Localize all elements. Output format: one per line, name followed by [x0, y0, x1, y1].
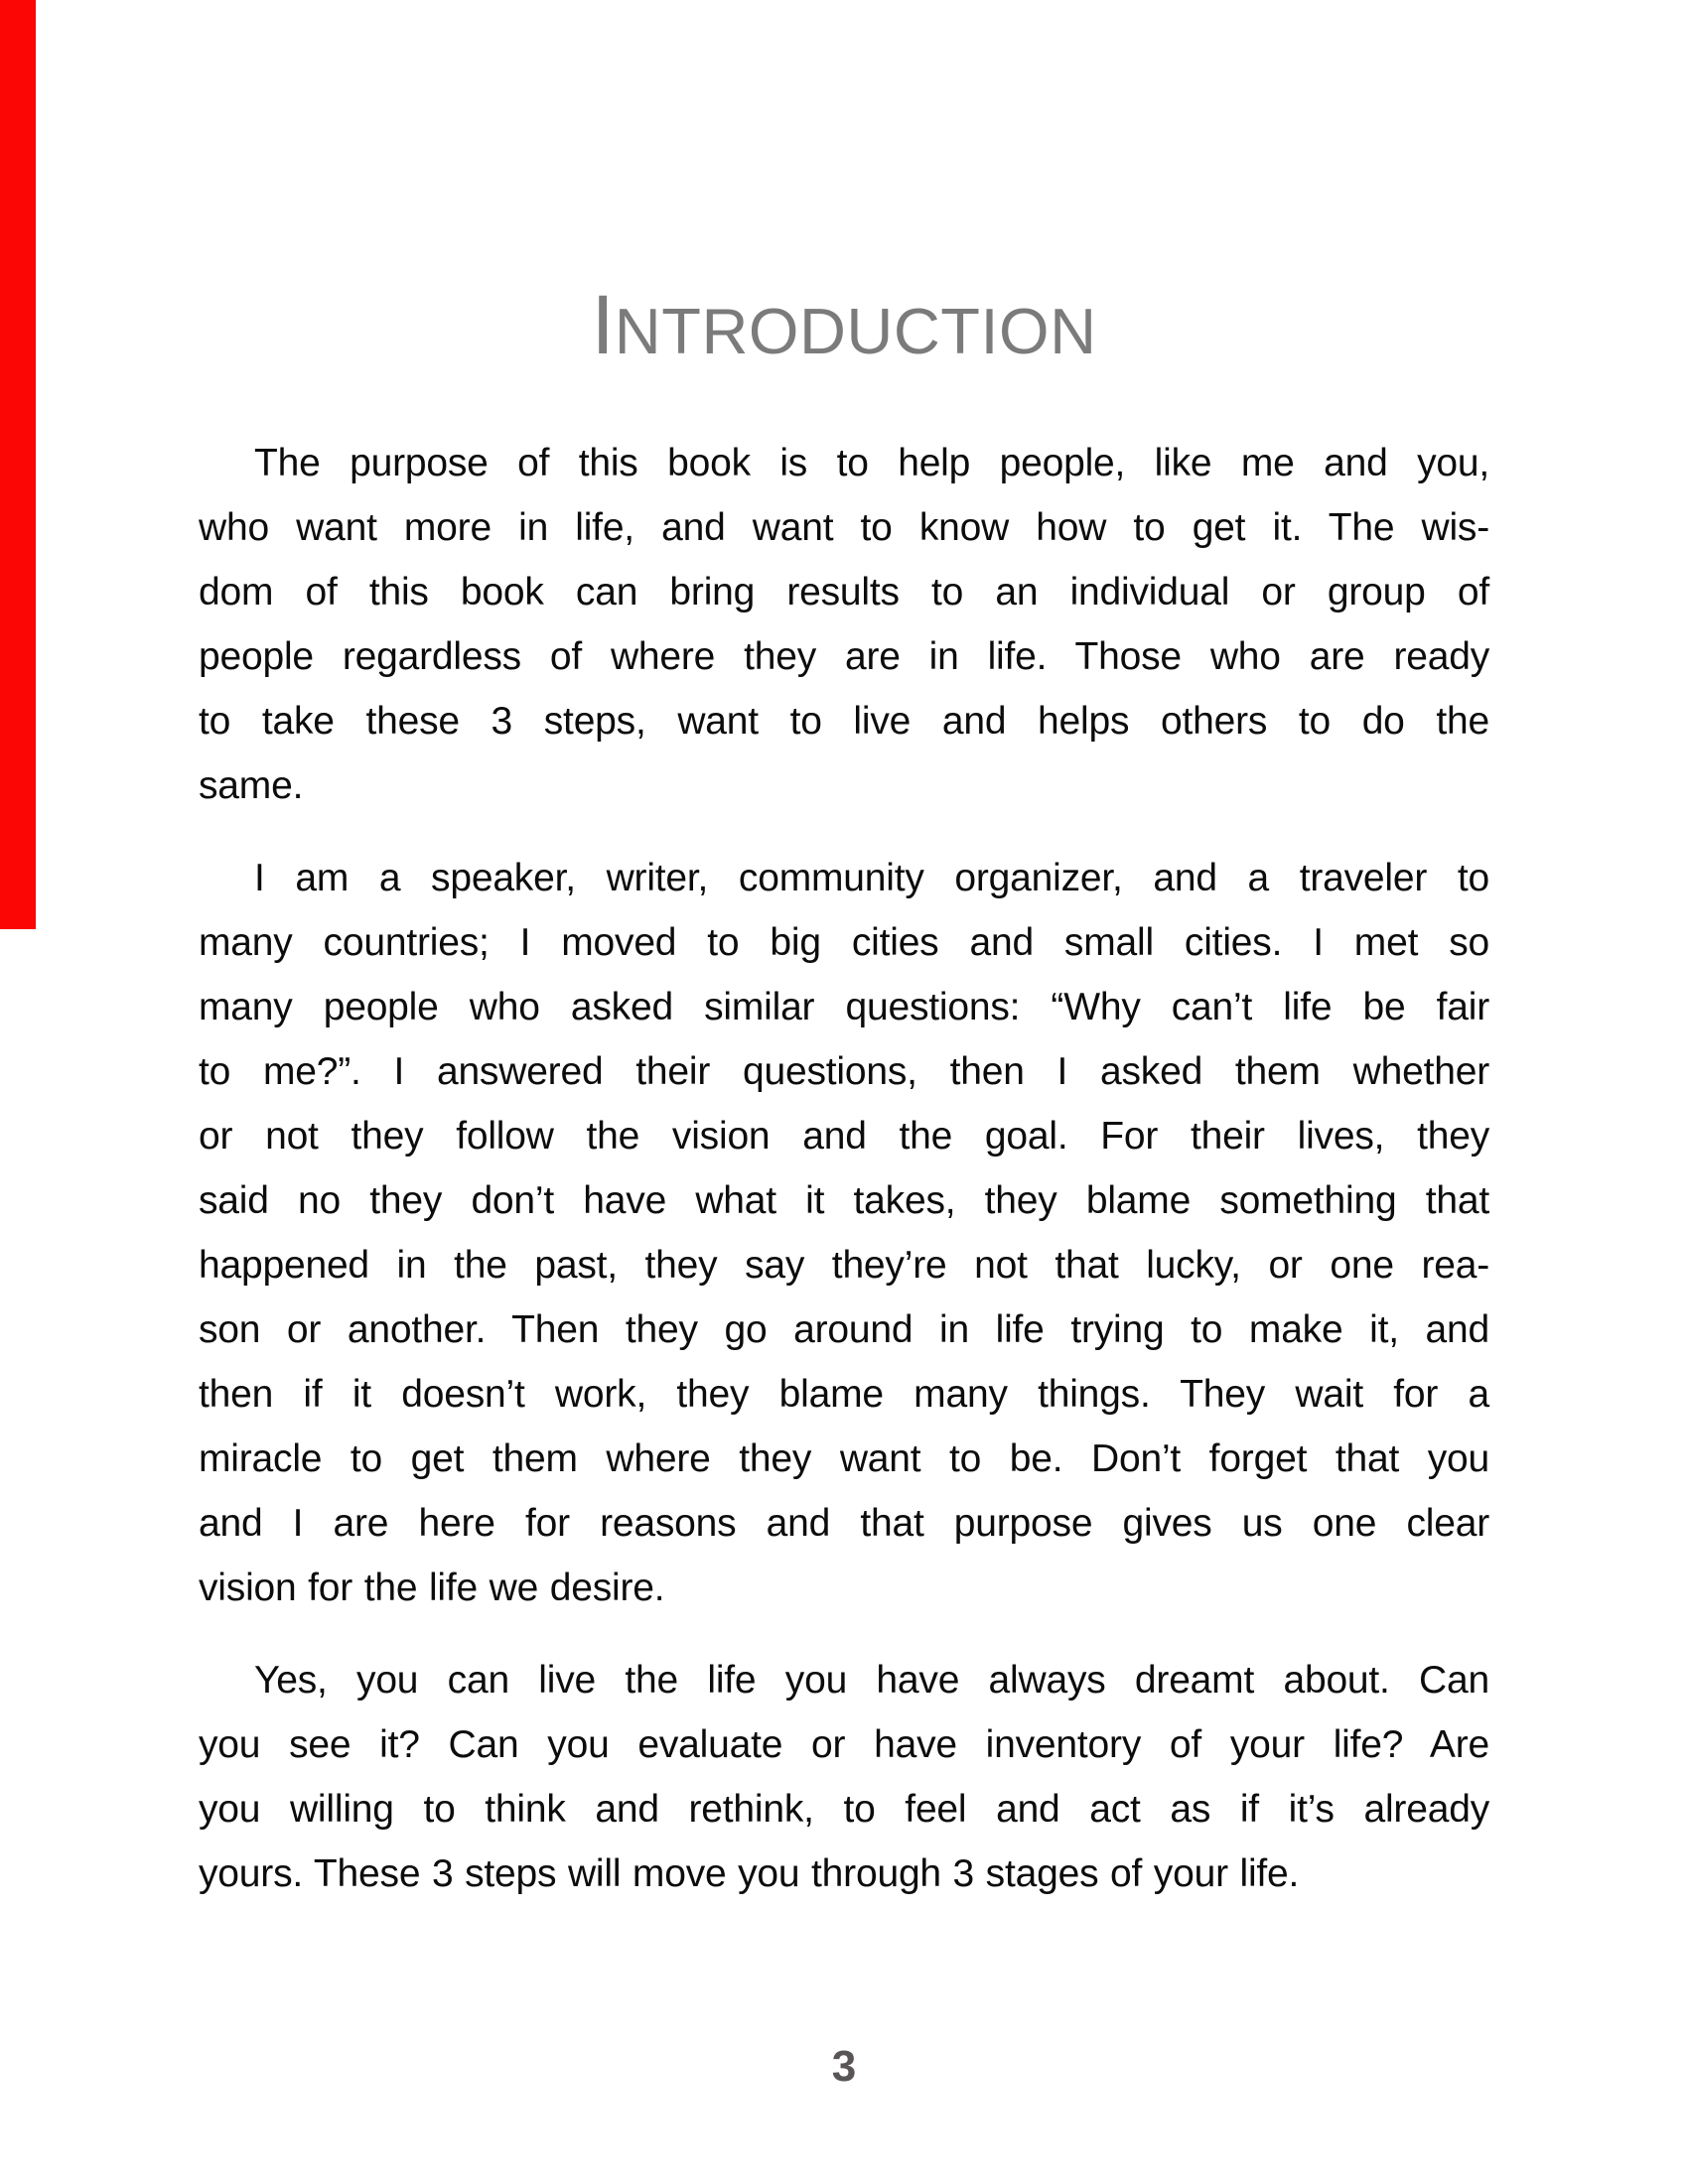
body-line: said no they don’t have what it takes, they blame something that — [199, 1179, 1489, 1222]
body-line: same. — [199, 764, 304, 807]
body-line: happened in the past, they say they’re not that lucky, or one rea- — [199, 1244, 1489, 1287]
body-line: miracle to get them where they want to be. Don’t forget that you — [199, 1437, 1489, 1480]
body-line: Yes, you can live the life you have always dreamt about. Can — [254, 1659, 1489, 1702]
body-line: I am a speaker, writer, community organizer, and a traveler to — [254, 857, 1489, 899]
page-title-rest: NTRODUCTION — [614, 295, 1097, 368]
body-line: you willing to think and rethink, to feel and act as if it’s already — [199, 1788, 1489, 1831]
paragraph — [199, 846, 1489, 1620]
page-title-initial: I — [591, 278, 615, 372]
body-line: and I are here for reasons and that purpose gives us one clear — [199, 1502, 1489, 1545]
body-line: to me?”. I answered their questions, then I asked them whether — [199, 1050, 1489, 1093]
body-line: then if it doesn’t work, they blame many things. They wait for a — [199, 1373, 1489, 1416]
body-line: or not they follow the vision and the goal. For their lives, they — [199, 1115, 1489, 1158]
page-number: 3 — [831, 2042, 857, 2091]
body-line: dom of this book can bring results to an individual or group of — [199, 571, 1489, 614]
body-line: to take these 3 steps, want to live and helps others to do the — [199, 700, 1489, 743]
body-text — [199, 431, 1489, 1934]
body-line: many people who asked similar questions: “Why can’t life be fair — [199, 986, 1489, 1028]
page-footer — [0, 2042, 1688, 2091]
body-line: yours. These 3 steps will move you through 3 stages of your life. — [199, 1852, 1300, 1895]
paragraph — [199, 431, 1489, 818]
body-line: The purpose of this book is to help people, like me and you, — [254, 442, 1489, 484]
page-title — [0, 278, 1688, 373]
left-accent-bar — [0, 0, 36, 929]
body-line: vision for the life we desire. — [199, 1567, 665, 1609]
body-line: you see it? Can you evaluate or have inventory of your life? Are — [199, 1723, 1489, 1766]
body-line: who want more in life, and want to know how to get it. The wis- — [199, 506, 1489, 549]
body-line: people regardless of where they are in life. Those who are ready — [199, 635, 1489, 678]
body-line: many countries; I moved to big cities and small cities. I met so — [199, 921, 1489, 964]
body-line: son or another. Then they go around in life trying to make it, and — [199, 1308, 1489, 1351]
paragraph — [199, 1648, 1489, 1906]
